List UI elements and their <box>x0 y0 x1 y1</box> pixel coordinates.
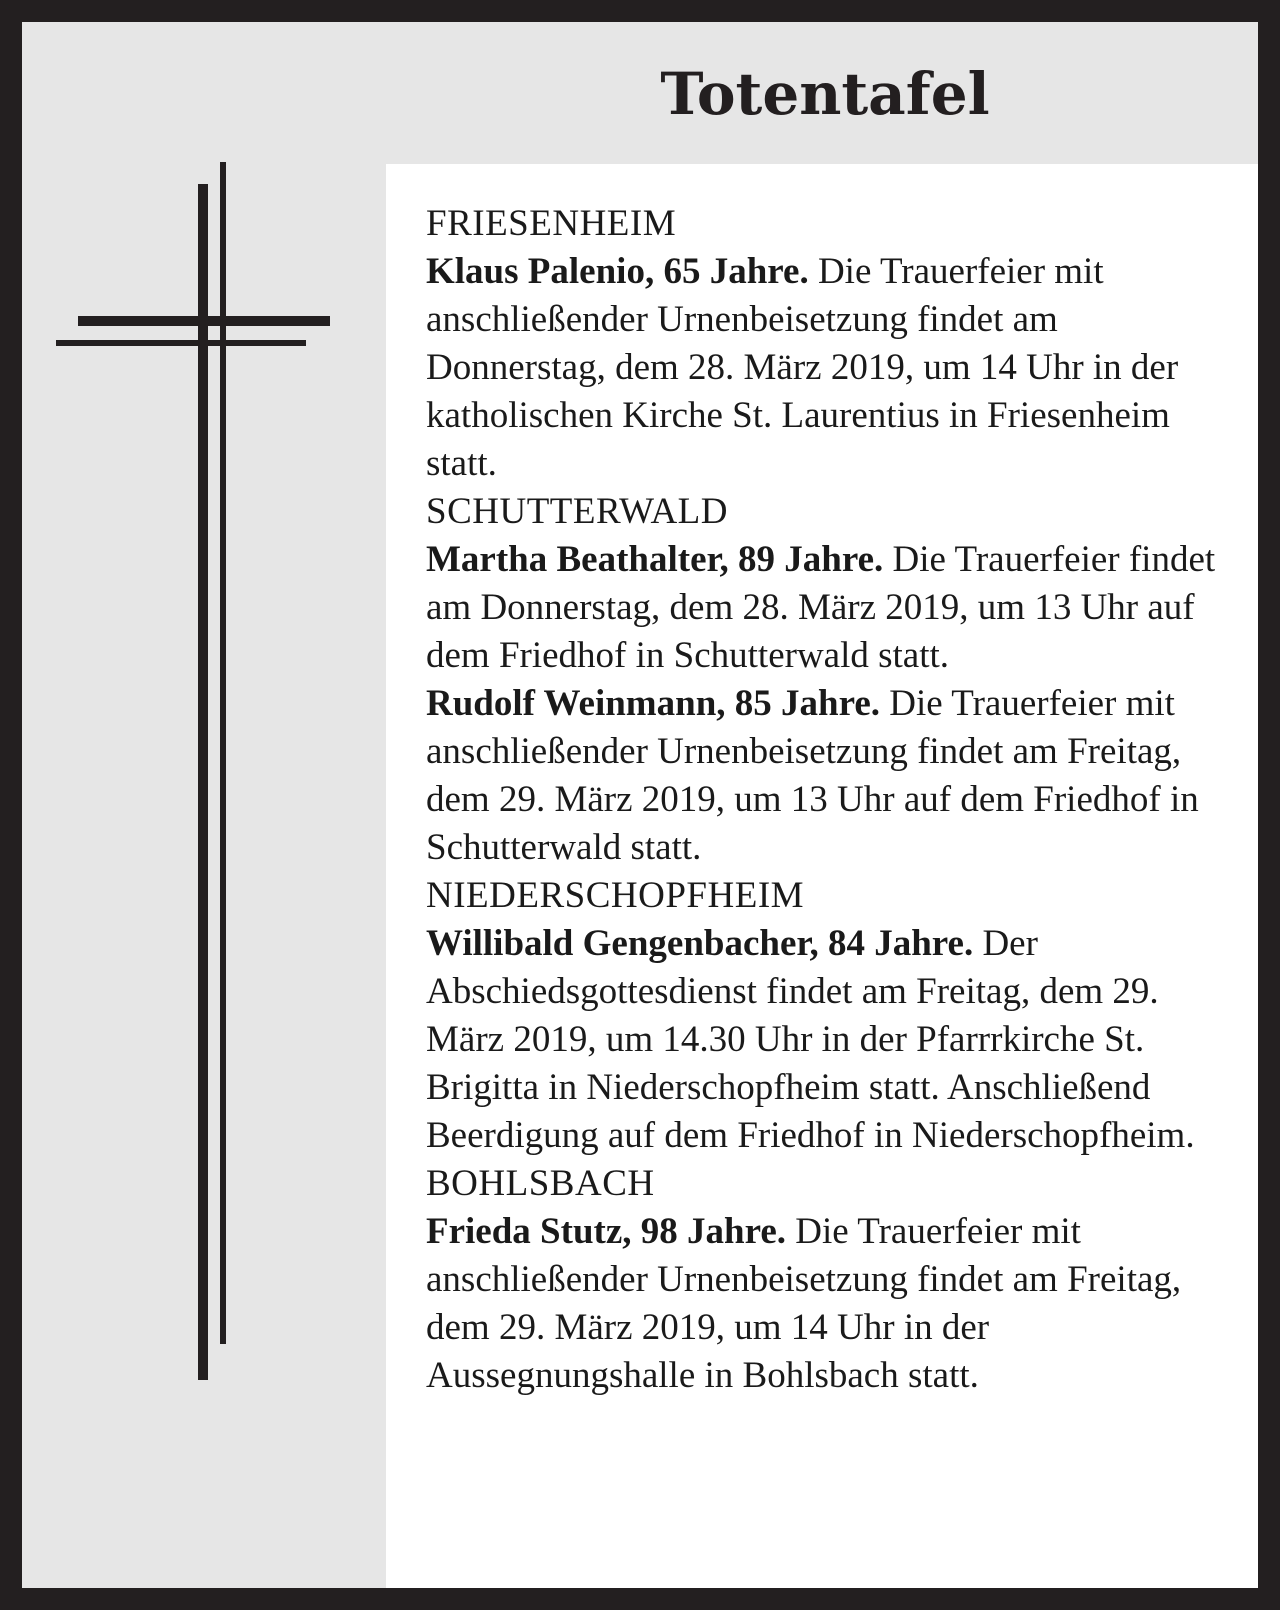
cross-icon <box>22 150 342 1400</box>
location-heading: SCHUTTERWALD <box>426 491 728 532</box>
deceased-name: Rudolf Weinmann, 85 Jahre. <box>426 683 881 724</box>
notice-details: Der Abschiedsgottesdienst findet am Freitag, dem 29. März 2019, um 14.30 Uhr in der Pfarrrkirche St. Brigitta in Niederschopfheim statt. Anschließend Beerdigung auf dem Friedhof in Niederschopfheim. <box>426 923 1195 1156</box>
notice-text <box>426 200 1226 1400</box>
location-heading: BOHLSBACH <box>426 1163 655 1204</box>
content-box <box>386 164 1258 1588</box>
notice-details: Die Trauerfeier findet am Donnerstag, dem 28. März 2019, um 13 Uhr auf dem Friedhof in Schutterwald statt. <box>426 539 1216 676</box>
page-title: Totentafel <box>660 60 990 128</box>
deceased-name: Willibald Gengenbacher, 84 Jahre. <box>426 923 974 964</box>
notice-entry <box>426 536 1226 680</box>
location-heading: NIEDERSCHOPFHEIM <box>426 875 805 916</box>
notice-entry <box>426 248 1226 488</box>
notice-entry <box>426 920 1226 1160</box>
cross-horizontal-bar-top <box>78 316 330 326</box>
notice-details: Die Trauerfeier mit anschließender Urnenbeisetzung findet am Freitag, dem 29. März 2019, um 14 Uhr in der Aussegnungshalle in Bohlsbach statt. <box>426 1211 1182 1396</box>
location-heading: FRIESENHEIM <box>426 203 677 244</box>
deceased-name: Martha Beathalter, 89 Jahre. <box>426 539 884 580</box>
notice-entry <box>426 680 1226 872</box>
notice-details: Die Trauerfeier mit anschließender Urnenbeisetzung findet am Freitag, dem 29. März 2019, um 13 Uhr auf dem Friedhof in Schutterwald statt. <box>426 683 1199 868</box>
deceased-name: Klaus Palenio, 65 Jahre. <box>426 251 809 292</box>
deceased-name: Frieda Stutz, 98 Jahre. <box>426 1211 787 1252</box>
notice-details: Die Trauerfeier mit anschließender Urnenbeisetzung findet am Donnerstag, dem 28. März 2019, um 14 Uhr in der katholischen Kirche St. Laurentius in Friesenheim statt. <box>426 251 1179 484</box>
cross-horizontal-bar-bottom <box>56 340 306 346</box>
cross-vertical-bar-front <box>198 184 208 1380</box>
notice-entry <box>426 1208 1226 1400</box>
